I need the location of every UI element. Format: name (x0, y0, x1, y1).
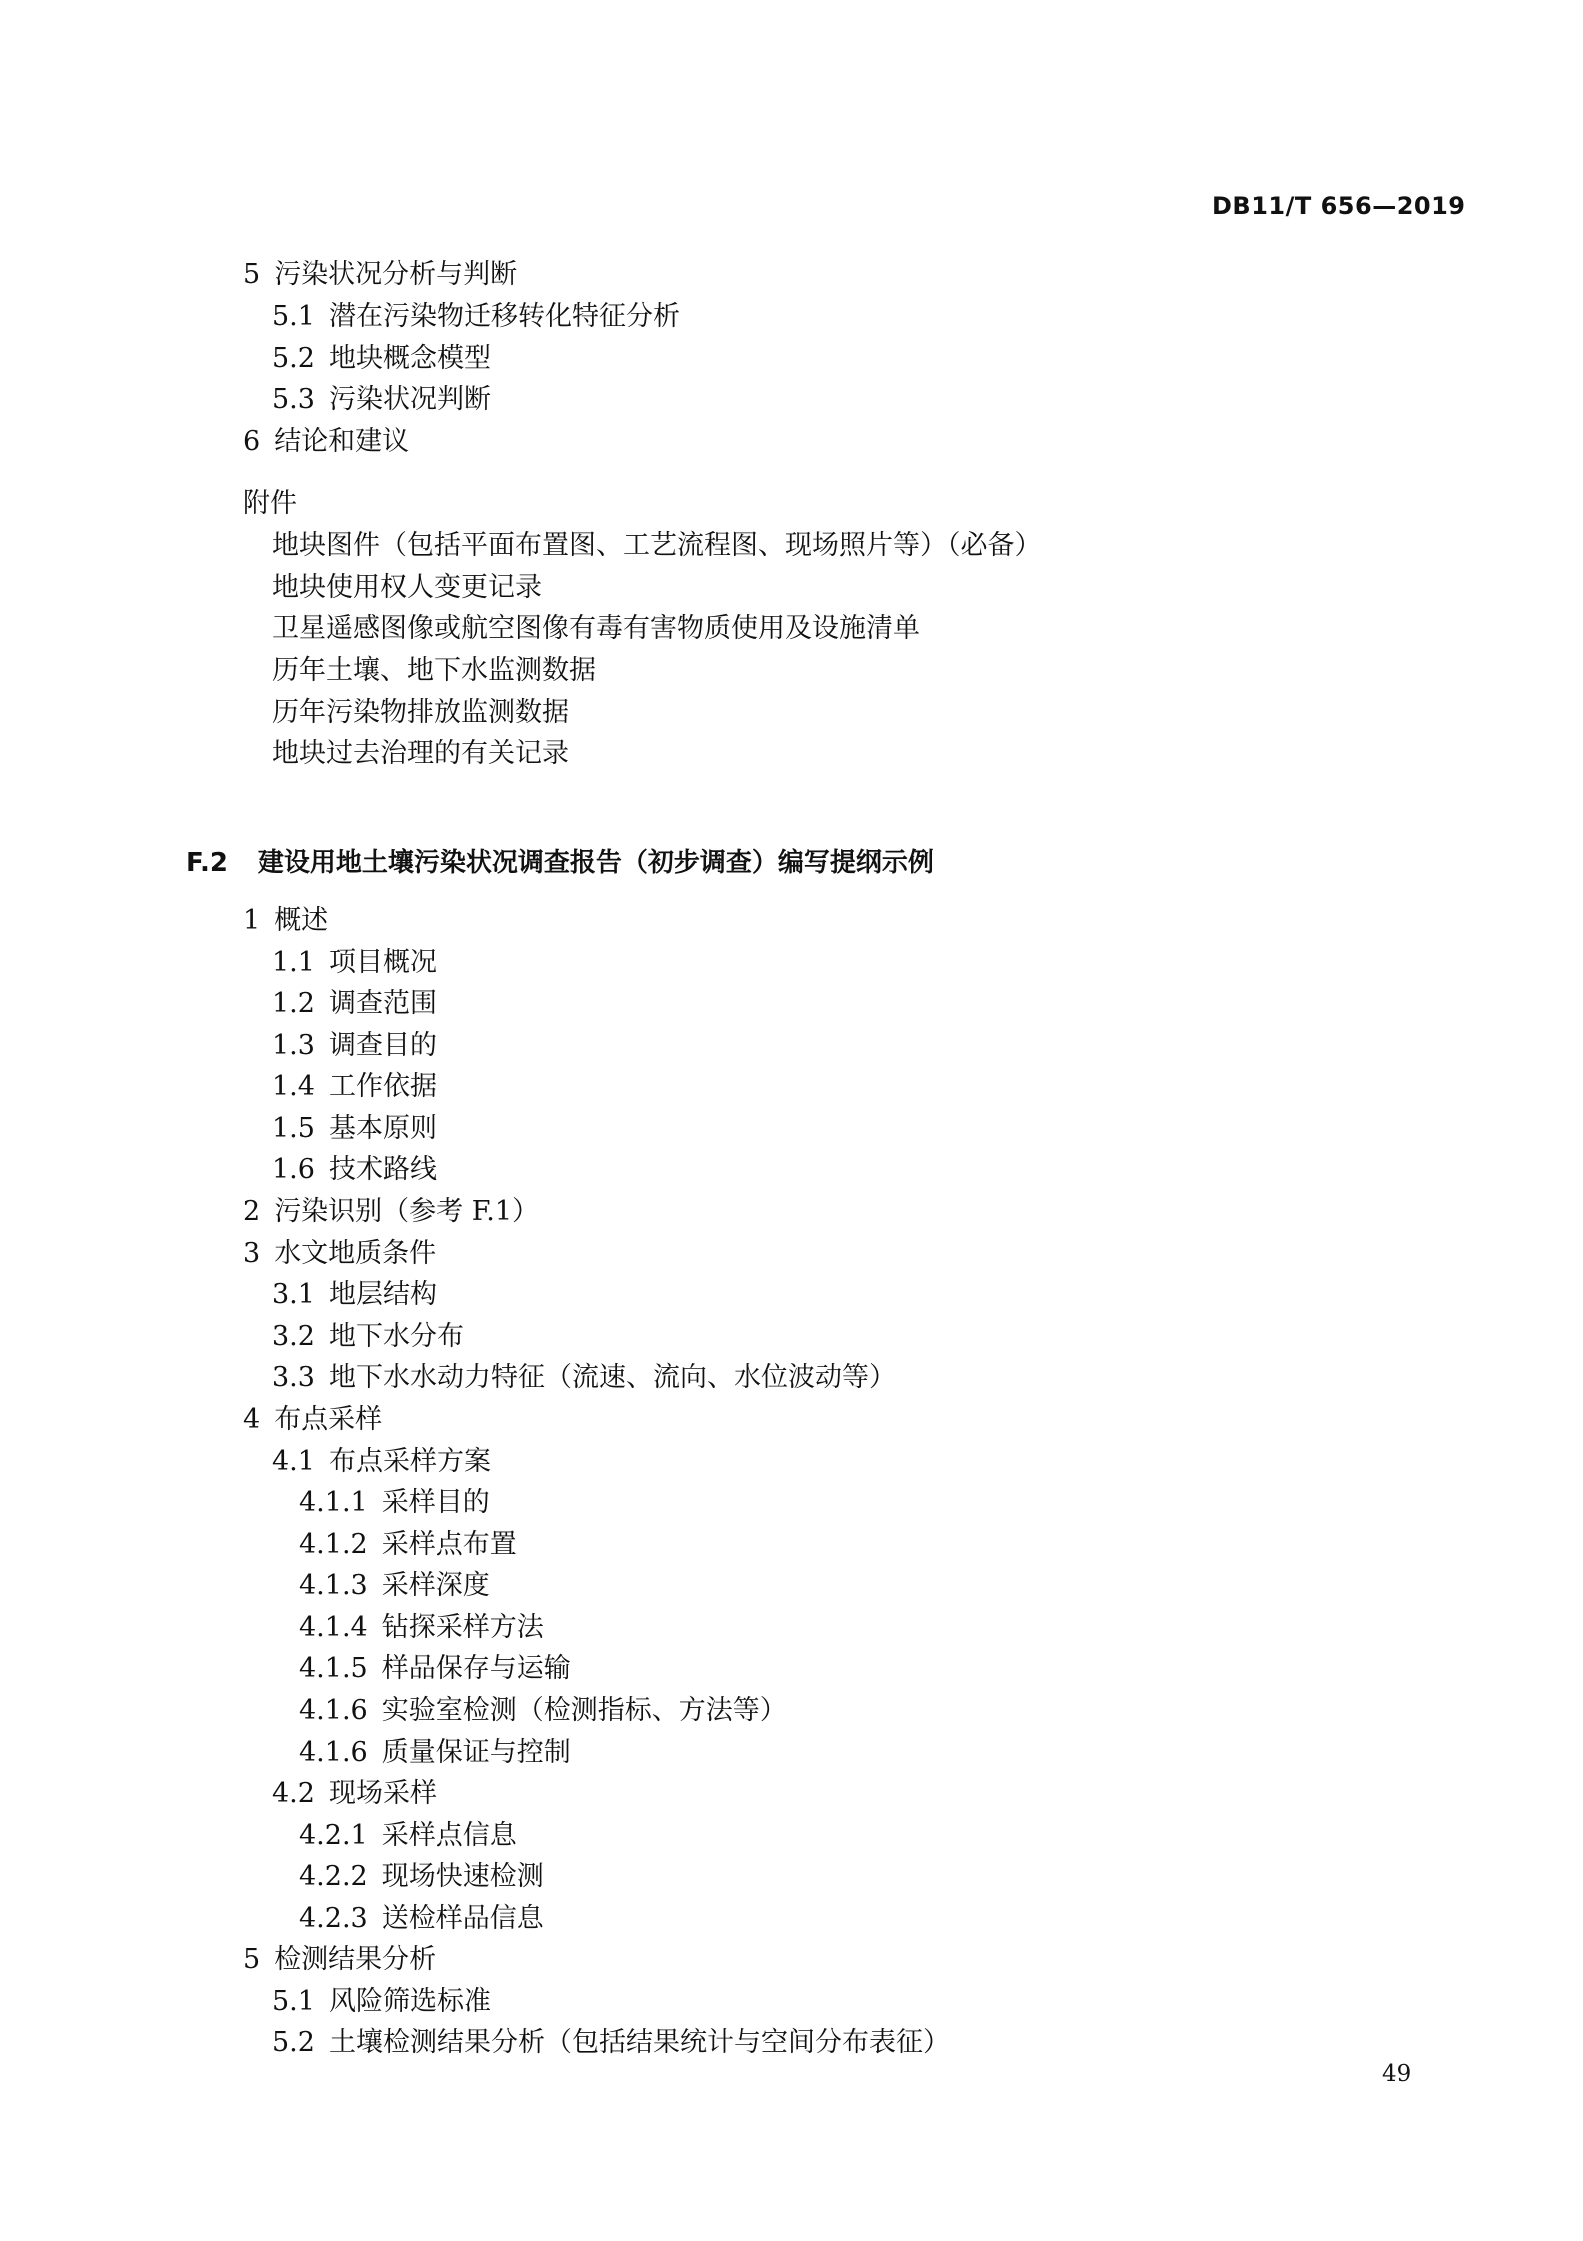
outline-item-1-2 (272, 987, 437, 1021)
outline-number: 1.5 (272, 1113, 315, 1144)
appendix-item: 卫星遥感图像或航空图像有毒有害物质使用及设施清单 (272, 613, 920, 644)
outline-item-3 (243, 1237, 436, 1271)
outline-item-1-4 (272, 1070, 437, 1104)
appendix-item: 地块使用权人变更记录 (272, 572, 542, 603)
outline-item-6 (243, 425, 409, 459)
outline-number: 4.1.6 (299, 1737, 368, 1768)
outline-item-5 (243, 258, 517, 292)
outline-text: 样品保存与运输 (381, 1653, 571, 1684)
outline-item-5-1 (272, 300, 680, 334)
outline-number: 4.1.2 (299, 1529, 368, 1560)
outline-number: 4 (243, 1404, 261, 1435)
outline-text: 采样点信息 (381, 1820, 517, 1851)
document-code: DB11/T 656—2019 (1212, 192, 1466, 220)
outline-text: 采样深度 (381, 1570, 490, 1601)
outline-number: 4.2 (272, 1778, 315, 1809)
outline-item-4-1 (272, 1445, 491, 1479)
outline-text: 水文地质条件 (274, 1238, 437, 1269)
outline-item-4-2-2 (299, 1860, 544, 1894)
outline-item-5-2 (272, 2026, 950, 2060)
outline-number: 5 (243, 259, 261, 290)
outline-text: 调查目的 (328, 1030, 437, 1061)
outline-item-5 (243, 1943, 436, 1977)
outline-item-1 (243, 904, 328, 938)
outline-item-4 (243, 1403, 382, 1437)
outline-number: 4.2.3 (299, 1903, 368, 1934)
outline-number: 3.1 (272, 1279, 315, 1310)
outline-number: 1 (243, 905, 261, 936)
outline-number: 4.1.1 (299, 1487, 368, 1518)
outline-text: 布点采样方案 (328, 1446, 491, 1477)
outline-number: 1.6 (272, 1154, 315, 1185)
outline-number: 1.1 (272, 947, 315, 978)
outline-number: 3.2 (272, 1321, 315, 1352)
outline-text: 污染识别（参考 F.1） (274, 1196, 540, 1227)
outline-number: 5.1 (272, 301, 315, 332)
outline-text: 结论和建议 (274, 426, 410, 457)
outline-item-3-2 (272, 1320, 464, 1354)
outline-number: 1.2 (272, 988, 315, 1019)
outline-item-5-3 (272, 383, 491, 417)
outline-text: 实验室检测（检测指标、方法等） (381, 1695, 787, 1726)
outline-text: 检测结果分析 (274, 1944, 437, 1975)
outline-item-4-1-6-quality (299, 1736, 571, 1770)
outline-number: 5.1 (272, 1986, 315, 2017)
outline-text: 布点采样 (274, 1404, 383, 1435)
outline-item-5-2 (272, 342, 491, 376)
outline-text: 地块概念模型 (328, 343, 491, 374)
outline-text: 现场采样 (328, 1778, 437, 1809)
outline-number: 1.3 (272, 1030, 315, 1061)
outline-number: 4.1.6 (299, 1695, 368, 1726)
outline-text: 地层结构 (328, 1279, 437, 1310)
outline-item-3-1 (272, 1278, 437, 1312)
outline-text: 潜在污染物迁移转化特征分析 (328, 301, 680, 332)
outline-item-4-2-1 (299, 1819, 517, 1853)
outline-text: 技术路线 (328, 1154, 437, 1185)
outline-item-4-1-3 (299, 1569, 490, 1603)
outline-text: 质量保证与控制 (381, 1737, 571, 1768)
appendix-item: 历年污染物排放监测数据 (272, 697, 569, 728)
outline-number: 5 (243, 1944, 261, 1975)
outline-item-1-5 (272, 1112, 437, 1146)
outline-text: 地下水水动力特征（流速、流向、水位波动等） (328, 1362, 896, 1393)
outline-text: 土壤检测结果分析（包括结果统计与空间分布表征） (328, 2027, 950, 2058)
outline-item-2 (243, 1195, 539, 1229)
outline-number: 4.1.4 (299, 1612, 368, 1643)
outline-number: 4.2.1 (299, 1820, 368, 1851)
outline-text: 基本原则 (328, 1113, 437, 1144)
outline-number: 4.1.3 (299, 1570, 368, 1601)
outline-item-1-6 (272, 1153, 437, 1187)
outline-text: 工作依据 (328, 1071, 437, 1102)
section-number: F.2 (186, 848, 228, 878)
section-title: 建设用地土壤污染状况调查报告（初步调查）编写提纲示例 (257, 848, 934, 878)
outline-number: 5.2 (272, 343, 315, 374)
outline-text: 概述 (274, 905, 329, 936)
outline-item-1-1 (272, 946, 437, 980)
outline-number: 5.3 (272, 384, 315, 415)
page-number: 49 (1382, 2061, 1412, 2087)
outline-number: 4.2.2 (299, 1861, 368, 1892)
appendix-item: 地块过去治理的有关记录 (272, 738, 569, 769)
outline-number: 1.4 (272, 1071, 315, 1102)
outline-item-4-2 (272, 1777, 437, 1811)
outline-item-4-1-1 (299, 1486, 490, 1520)
outline-text: 污染状况判断 (328, 384, 491, 415)
outline-text: 采样目的 (381, 1487, 490, 1518)
outline-text: 钻探采样方法 (381, 1612, 544, 1643)
appendix-title: 附件 (243, 488, 297, 519)
outline-number: 2 (243, 1196, 261, 1227)
outline-text: 风险筛选标准 (328, 1986, 491, 2017)
outline-text: 调查范围 (328, 988, 437, 1019)
outline-item-4-1-5 (299, 1652, 571, 1686)
section-heading (186, 842, 934, 879)
outline-number: 3 (243, 1238, 261, 1269)
outline-number: 3.3 (272, 1362, 315, 1393)
outline-text: 现场快速检测 (381, 1861, 544, 1892)
outline-item-4-1-6 (299, 1694, 787, 1728)
outline-item-4-2-3 (299, 1902, 544, 1936)
appendix-item: 地块图件（包括平面布置图、工艺流程图、现场照片等）（必备） (272, 530, 1042, 561)
outline-number: 5.2 (272, 2027, 315, 2058)
outline-text: 送检样品信息 (381, 1903, 544, 1934)
outline-number: 4.1 (272, 1446, 315, 1477)
appendix-item: 历年土壤、地下水监测数据 (272, 655, 596, 686)
outline-item-1-3 (272, 1029, 437, 1063)
outline-text: 项目概况 (328, 947, 437, 978)
outline-item-3-3 (272, 1361, 896, 1395)
outline-number: 4.1.5 (299, 1653, 368, 1684)
outline-item-4-1-4 (299, 1611, 544, 1645)
outline-text: 采样点布置 (381, 1529, 517, 1560)
outline-item-4-1-2 (299, 1528, 517, 1562)
outline-text: 污染状况分析与判断 (274, 259, 518, 290)
outline-number: 6 (243, 426, 261, 457)
outline-item-5-1 (272, 1985, 491, 2019)
outline-text: 地下水分布 (328, 1321, 464, 1352)
